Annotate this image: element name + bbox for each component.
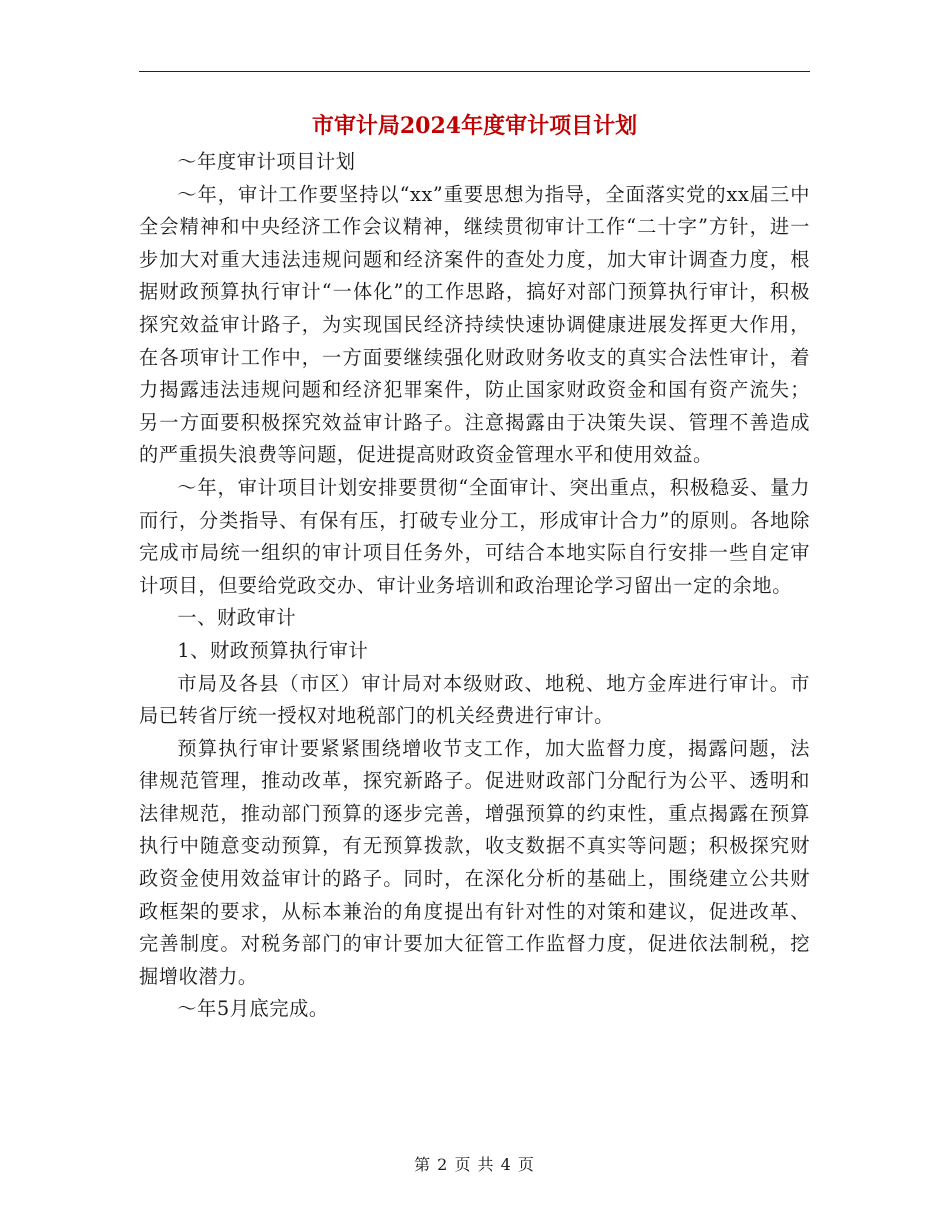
- paragraph-audit-scope: 市局及各县（市区）审计局对本级财政、地税、地方金库进行审计。市局已转省厅统一授权对地税部门的机关经费进行审计。: [139, 671, 810, 728]
- paragraph-subtitle: ～年度审计项目计划: [177, 150, 356, 173]
- paragraph-planning-principles: ～年，审计项目计划安排要贯彻“全面审计、突出重点，积极稳妥、量力而行，分类指导、有保有压，打破专业分工，形成审计合力”的原则。各地除完成市局统一组织的审计项目任务外，可结合本地实际自行安排一些自定审计项目，但要给党政交办、审计业务培训和政治理论学习留出一定的余地。: [139, 475, 810, 597]
- paragraph-guiding-principles: ～年，审计工作要坚持以“xx”重要思想为指导，全面落实党的xx届三中全会精神和中央经济工作会议精神，继续贯彻审计工作“二十字”方针，进一步加大对重大违法违规问题和经济案件的查处力度，加大审计调查力度，根据财政预算执行审计“一体化”的工作思路，搞好对部门预算执行审计，积极探究效益审计路子，为实现国民经济持续快速协调健康进展发挥更大作用，在各项审计工作中，一方面要继续强化财政财务收支的真实合法性审计，着力揭露违法违规问题和经济犯罪案件，防止国家财政资金和国有资产流失；另一方面要积极探究效益审计路子。注意揭露由于决策失误、管理不善造成的严重损失浪费等问题，促进提高财政资金管理水平和使用效益。: [139, 182, 810, 467]
- paragraph-deadline: ～年5月底完成。: [177, 997, 329, 1021]
- document-title: 市审计局2024年度审计项目计划: [311, 113, 638, 139]
- subsection-heading-budget-execution: 1、财政预算执行审计: [177, 638, 369, 662]
- paragraph-budget-execution-details: 预算执行审计要紧紧围绕增收节支工作，加大监督力度，揭露问题，法律规范管理，推动改革，探究新路子。促进财政部门分配行为公平、透明和法律规范，推动部门预算的逐步完善，增强预算的约束性，重点揭露在预算执行中随意变动预算，有无预算拨款，收支数据不真实等问题；积极探究财政资金使用效益审计的路子。同时，在深化分析的基础上，围绕建立公共财政框架的要求，从标本兼治的角度提出有针对性的对策和建议，促进改革、完善制度。对税务部门的审计要加大征管工作监督力度，促进依法制税，挖掘增收潜力。: [139, 736, 810, 988]
- section-heading-fiscal-audit: 一、财政审计: [177, 606, 297, 630]
- page-number: 第 2 页 共 4 页: [414, 1155, 535, 1174]
- header-rule: [139, 71, 810, 72]
- document-body: [139, 146, 810, 1026]
